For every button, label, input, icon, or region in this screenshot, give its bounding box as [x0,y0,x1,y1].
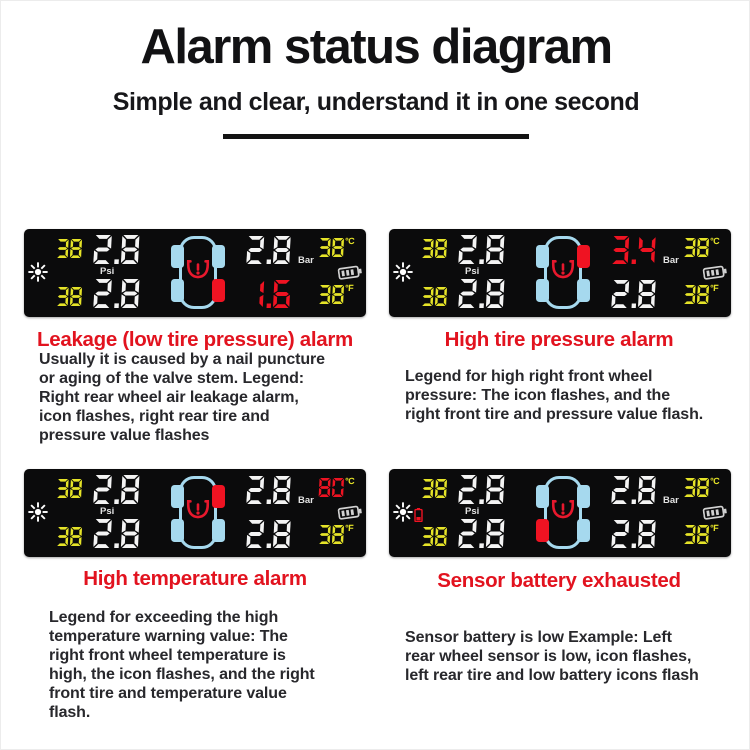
tpms-display-high-pressure [389,229,731,317]
car-glyph [171,234,225,312]
tire-front-right [577,245,590,268]
sun-icon [27,261,49,283]
left-pressure-bottom-value [93,519,139,548]
tpms-warning-icon [185,258,211,282]
right-temp-top-value [684,238,710,257]
fahrenheit-label: °F [709,283,718,293]
left-temp-bottom-value [422,527,448,546]
bar-unit-label: Bar [663,255,679,266]
bar-unit-label: Bar [298,255,314,266]
battery-icon [337,504,363,520]
right-temp-bottom-value [684,285,710,304]
right-temp-bottom-value [319,525,345,544]
car-glyph [536,234,590,312]
battery-icon [702,504,728,520]
tire-rear-right [577,519,590,542]
bar-unit-label: Bar [298,495,314,506]
tire-rear-left [171,519,184,542]
section-title-high-temperature: High temperature alarm [83,567,307,590]
right-pressure-bottom-value [611,520,656,548]
car-glyph [536,474,590,552]
sun-icon [392,501,414,523]
tire-rear-right [212,279,225,302]
right-temp-bottom-value [319,285,345,304]
left-pressure-top-value [458,235,504,264]
psi-unit-label: Psi [465,266,480,277]
right-pressure-bottom-value [246,520,291,548]
left-pressure-bottom-value [93,279,139,308]
low-battery-icon [414,508,423,522]
right-temp-bottom [319,525,353,544]
sun-icon [392,261,414,283]
psi-unit-label: Psi [465,506,480,517]
sun-icon [27,501,49,523]
psi-unit-label: Psi [100,506,115,517]
tpms-display-leakage [24,229,366,317]
right-temp-top-value [319,478,345,497]
tire-front-left [171,245,184,268]
section-description-battery-exhausted: Sensor battery is low Example: Left rear wheel sensor is low, icon flashes, left rear tire and low battery icons flash [405,629,699,684]
tpms-display-high-temperature [24,469,366,557]
celsius-label: °C [709,236,719,246]
tire-front-right [212,485,225,508]
left-temp-bottom-value [57,527,83,546]
left-temp-top-value [422,479,448,498]
left-pressure-bottom-value [458,519,504,548]
tire-front-left [171,485,184,508]
fahrenheit-label: °F [709,523,718,533]
battery-icon [337,264,363,280]
section-title-leakage: Leakage (low tire pressure) alarm [37,328,353,351]
left-pressure-top-value [93,475,139,504]
page-subtitle: Simple and clear, understand it in one second [112,88,640,116]
tire-rear-left [536,519,549,542]
tire-rear-right [577,279,590,302]
right-pressure-bottom-value [611,280,656,308]
right-pressure-top-value [611,476,656,504]
left-temp-top-value [57,479,83,498]
right-pressure-top-value [246,236,291,264]
tire-rear-left [171,279,184,302]
section-description-high-temperature: Legend for exceeding the high temperature warning value: The right front wheel temperature is high, the icon flashes, and the right front tire and temperature value flash. [49,609,315,721]
section-description-leakage: Usually it is caused by a nail puncture or aging of the valve stem. Legend: Right rear wheel air leakage alarm, icon flashes, right rear tire and pressure value flashes [39,351,325,444]
right-pressure-bottom-value [246,280,291,308]
right-temp-top [684,238,719,257]
right-temp-bottom [684,285,718,304]
right-temp-top-value [319,238,345,257]
title-underline [223,134,529,139]
tire-rear-right [212,519,225,542]
tpms-display-battery-exhausted [389,469,731,557]
tpms-warning-icon [185,498,211,522]
left-temp-bottom-value [57,287,83,306]
left-temp-bottom-value [422,287,448,306]
section-title-battery-exhausted: Sensor battery exhausted [437,569,681,592]
bar-unit-label: Bar [663,495,679,506]
tire-front-right [212,245,225,268]
celsius-label: °C [344,236,354,246]
tire-front-left [536,485,549,508]
right-temp-bottom-value [684,525,710,544]
right-temp-bottom [319,285,353,304]
left-temp-top-value [422,239,448,258]
car-glyph [171,474,225,552]
fahrenheit-label: °F [344,523,353,533]
right-temp-top [319,238,354,257]
section-description-high-pressure: Legend for high right front wheel pressure: The icon flashes, and the right front tire and pressure value flash. [405,368,704,423]
section-title-high-pressure: High tire pressure alarm [444,328,674,351]
tire-front-left [536,245,549,268]
right-pressure-top-value [611,236,656,264]
battery-icon [702,264,728,280]
celsius-label: °C [709,476,719,486]
right-temp-top-value [684,478,710,497]
page-title: Alarm status diagram [140,20,612,74]
fahrenheit-label: °F [344,283,353,293]
left-pressure-top-value [458,475,504,504]
tpms-warning-icon [550,498,576,522]
right-temp-bottom [684,525,718,544]
right-temp-top [684,478,719,497]
celsius-label: °C [344,476,354,486]
tpms-warning-icon [550,258,576,282]
tire-front-right [577,485,590,508]
right-temp-top [319,478,354,497]
left-temp-top-value [57,239,83,258]
tire-rear-left [536,279,549,302]
psi-unit-label: Psi [100,266,115,277]
left-pressure-bottom-value [458,279,504,308]
left-pressure-top-value [93,235,139,264]
right-pressure-top-value [246,476,291,504]
